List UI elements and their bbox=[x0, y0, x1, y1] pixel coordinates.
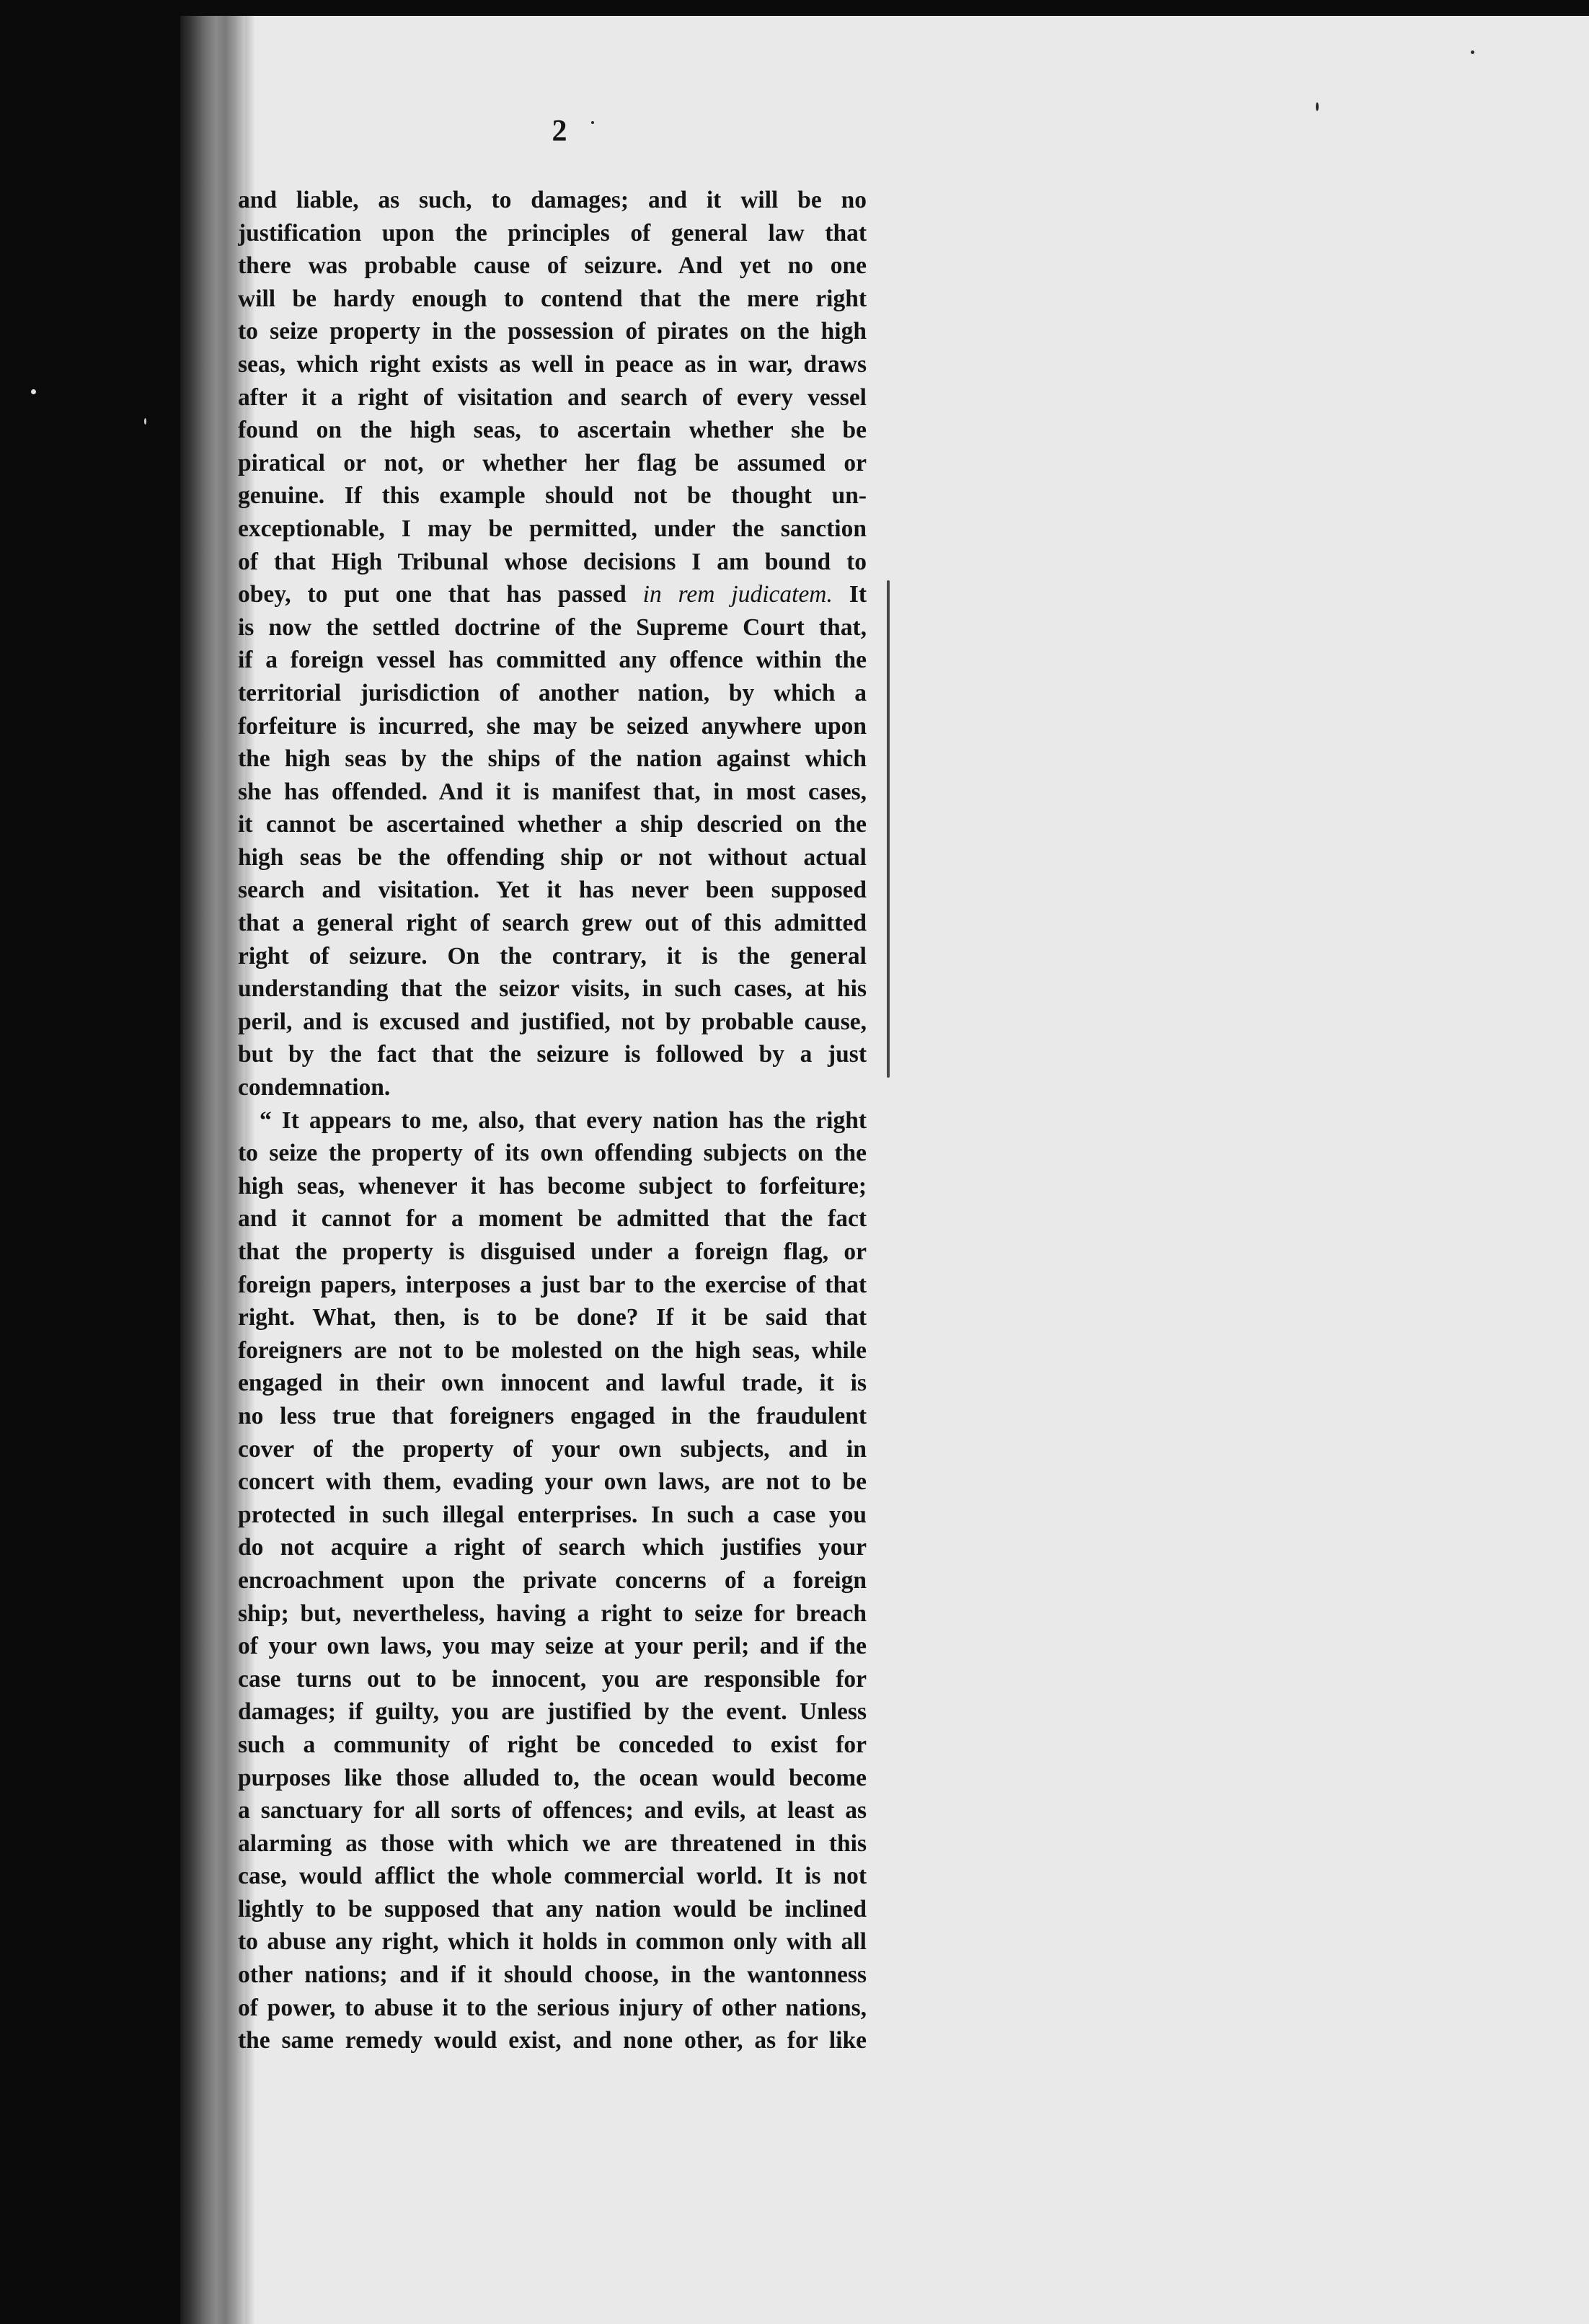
text-line: of your own laws, you may seize at your peril; and if the bbox=[238, 1633, 867, 1660]
margin-marker-line bbox=[887, 580, 890, 1078]
text-line: seas, which right exists as well in peace as in war, draws bbox=[238, 350, 867, 378]
text-line: do not acquire a right of search which justifies your bbox=[238, 1534, 867, 1561]
text-line: purposes like those alluded to, the ocean would become bbox=[238, 1764, 867, 1791]
text-line: cover of the property of your own subjects, and in bbox=[238, 1435, 867, 1463]
text-line: peril, and is excused and justified, not by probable cause, bbox=[238, 1008, 867, 1035]
text-line: to seize property in the possession of pirates on the high bbox=[238, 318, 867, 345]
text-line: case turns out to be innocent, you are responsible for bbox=[238, 1665, 867, 1693]
text-line: that the property is disguised under a foreign flag, or bbox=[238, 1238, 867, 1265]
text-line: found on the high seas, to ascertain whether she be bbox=[238, 417, 867, 444]
text-line: foreigners are not to be molested on the high seas, while bbox=[238, 1336, 867, 1364]
text-line: high seas be the offending ship or not without actual bbox=[238, 843, 867, 871]
ink-speck bbox=[144, 418, 146, 425]
text-line: there was probable cause of seizure. And yet no one bbox=[238, 252, 867, 280]
text-line: if a foreign vessel has committed any offence within the bbox=[238, 647, 867, 674]
text-line: territorial jurisdiction of another nation, by which a bbox=[238, 679, 867, 706]
text-line: to abuse any right, which it holds in common only with all bbox=[238, 1928, 867, 1956]
text-line: protected in such illegal enterprises. In such a case you bbox=[238, 1501, 867, 1528]
text-line: foreign papers, interposes a just bar to the exercise of that bbox=[238, 1271, 867, 1298]
text-line: alarming as those with which we are threatened in this bbox=[238, 1830, 867, 1857]
text-line: “ It appears to me, also, that every nation has the right bbox=[260, 1106, 867, 1134]
ink-speck bbox=[1471, 50, 1474, 54]
latin-phrase: in rem judicatem. bbox=[642, 581, 833, 608]
book-spine bbox=[180, 16, 245, 2324]
text-line: a sanctuary for all sorts of offences; and evils, at least as bbox=[238, 1797, 867, 1824]
text-line: understanding that the seizor visits, in such cases, at his bbox=[238, 975, 867, 1003]
scan-left-margin bbox=[0, 0, 180, 2324]
page-number: 2 bbox=[552, 115, 567, 148]
text-line: case, would afflict the whole commercial world. It is not bbox=[238, 1863, 867, 1890]
text-line: of that High Tribunal whose decisions I am bound to bbox=[238, 548, 867, 575]
text-line: concert with them, evading your own laws, are not to be bbox=[238, 1468, 867, 1496]
text-line: damages; if guilty, you are justified by the event. Unless bbox=[238, 1698, 867, 1726]
text-line: and liable, as such, to damages; and it will be no bbox=[238, 187, 867, 213]
scan-top-border bbox=[0, 0, 1589, 16]
text-line: the high seas by the ships of the nation against which bbox=[238, 745, 867, 773]
text-line: it cannot be ascertained whether a ship descried on the bbox=[238, 811, 867, 838]
text-line: and it cannot for a moment be admitted that the fact bbox=[238, 1205, 867, 1233]
text-line: condemnation. bbox=[238, 1074, 391, 1101]
text-line: lightly to be supposed that any nation would be inclined bbox=[238, 1895, 867, 1922]
text-line: she has offended. And it is manifest that, in most cases, bbox=[238, 778, 867, 805]
text-line: other nations; and if it should choose, in the wantonness bbox=[238, 1961, 867, 1989]
text-line: no less true that foreigners engaged in the fraudulent bbox=[238, 1402, 867, 1429]
text-line: engaged in their own innocent and lawful trade, it is bbox=[238, 1370, 867, 1397]
text-line: exceptionable, I may be permitted, under the sanction bbox=[238, 515, 867, 542]
text-line: will be hardy enough to contend that the mere right bbox=[238, 285, 867, 312]
text-line: high seas, whenever it has become subject to forfeiture; bbox=[238, 1172, 867, 1199]
text-line: after it a right of visitation and search of every vessel bbox=[238, 383, 867, 411]
text-line: encroachment upon the private concerns of a foreign bbox=[238, 1566, 867, 1594]
text-line: such a community of right be conceded to exist for bbox=[238, 1731, 867, 1758]
text-line: is now the settled doctrine of the Supreme Court that, bbox=[238, 613, 867, 641]
text-line: right of seizure. On the contrary, it is the general bbox=[238, 942, 867, 970]
text-line: obey, to put one that has passed in rem judicatem. It bbox=[238, 581, 867, 608]
body-text bbox=[238, 184, 867, 2057]
ink-speck bbox=[31, 389, 36, 394]
text-line: search and visitation. Yet it has never been supposed bbox=[238, 877, 867, 904]
text-line: the same remedy would exist, and none other, as for like bbox=[238, 2027, 867, 2054]
text-line: forfeiture is incurred, she may be seized anywhere upon bbox=[238, 712, 867, 740]
text-line: piratical or not, or whether her flag be assumed or bbox=[238, 449, 867, 476]
text-line: genuine. If this example should not be thought un- bbox=[238, 482, 867, 510]
text-line: right. What, then, is to be done? If it be said that bbox=[238, 1304, 867, 1331]
text-line: of power, to abuse it to the serious injury of other nations, bbox=[238, 1994, 867, 2021]
text-line: that a general right of search grew out of this admitted bbox=[238, 910, 867, 937]
text-line: justification upon the principles of general law that bbox=[238, 219, 867, 247]
text-line: but by the fact that the seizure is followed by a just bbox=[238, 1041, 867, 1068]
ink-speck bbox=[1316, 102, 1319, 111]
text-line: to seize the property of its own offending subjects on the bbox=[238, 1140, 867, 1167]
text-line: ship; but, nevertheless, having a right to seize for breach bbox=[238, 1600, 867, 1627]
